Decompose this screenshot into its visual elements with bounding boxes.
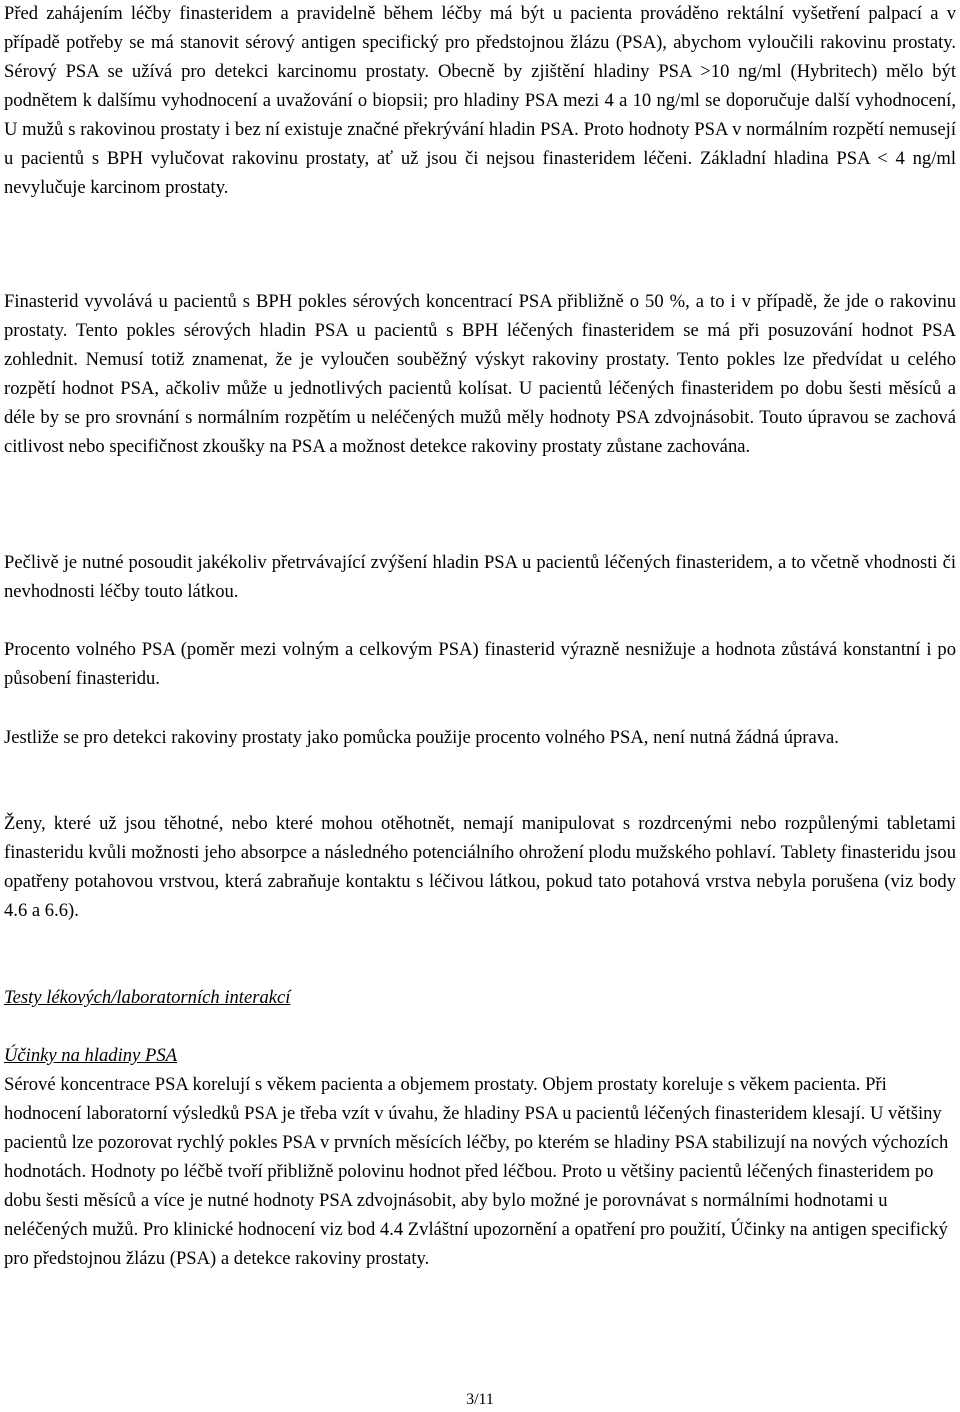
paragraph-psa-screening: Před zahájením léčby finasteridem a pravidelně během léčby má být u pacienta prováděno rektální vyšetření palpací a v případě potřeby se má stanovit sérový antigen specifický pro předstojnou žlázu (PSA), abychom vyloučili rakovinu prostaty. Sérový PSA se užívá pro detekci karcinomu prostaty. Obecně by zjištění hladiny PSA >10 ng/ml (Hybritech) mělo být podnětem k dalšímu vyhodnocení a uvažování o biopsii; pro hladiny PSA mezi 4 a 10 ng/ml se doporučuje další vyhodnocení, U mužů s rakovinou prostaty i bez ní existuje značné překrývání hladin PSA. Proto hodnoty PSA v normálním rozpětí nemusejí u pacientů s BPH vylučovat rakovinu prostaty, ať už jsou či nejsou finasteridem léčeni. Základní hladina PSA < 4 ng/ml nevylučuje karcinom prostaty. <box>4 3 956 198</box>
paragraph-psa-effects: Sérové koncentrace PSA korelují s věkem pacienta a objemem prostaty. Objem prostaty koreluje s věkem pacienta. Při hodnocení laboratorní výsledků PSA je třeba vzít v úvahu, že hladiny PSA u pacientů léčených finasteridem klesají. U většiny pacientů lze pozorovat rychlý pokles PSA v prvních měsících léčby, po kterém se hladiny PSA stabilizují na nových výchozích hodnotách. Hodnoty po léčbě tvoří přibližně polovinu hodnot před léčbou. Proto u většiny pacientů léčených finasteridem po dobu šesti měsíců a více je nutné hodnoty PSA zdvojnásobit, aby bylo možné je porovnávat s normálními hodnotami u neléčených mužů. Pro klinické hodnocení viz bod 4.4 Zvláštní upozornění a opatření pro použití, Účinky na antigen specifický pro předstojnou žlázu (PSA) a detekce rakoviny prostaty. <box>4 1074 949 1269</box>
page-number: 3/11 <box>466 1391 494 1408</box>
heading-psa-effects: Účinky na hladiny PSA <box>4 1045 177 1066</box>
heading-interactions: Testy lékových/laboratorních interakcí <box>4 987 291 1008</box>
paragraph-pregnant-women: Ženy, které už jsou těhotné, nebo které mohou otěhotnět, nemají manipulovat s rozdrcenými nebo rozpůlenými tabletami finasteridu kvůli možnosti jeho absorpce a následného potenciálního ohrožení plodu mužského pohlaví. Tablety finasteridu jsou opatřeny potahovou vrstvou, která zabraňuje kontaktu s léčivou látkou, pokud tato potahová vrstva nebyla porušena (viz body 4.6 a 6.6). <box>4 813 956 921</box>
paragraph-psa-decrease: Finasterid vyvolává u pacientů s BPH pokles sérových koncentrací PSA přibližně o 50 %, a to i v případě, že jde o rakovinu prostaty. Tento pokles sérových hladin PSA u pacientů s BPH léčených finasteridem se má při posuzování hodnot PSA zohlednit. Nemusí totiž znamenat, že je vyloučen souběžný výskyt rakoviny prostaty. Tento pokles lze předvídat u celého rozpětí hodnot PSA, ačkoliv může u jednotlivých pacientů kolísat. U pacientů léčených finasteridem po dobu šesti měsíců a déle by se pro srovnání s normálním rozpětím u neléčených mužů měly hodnoty PSA zdvojnásobit. Touto úpravou se zachová citlivost nebo specifičnost zkoušky na PSA a možnost detekce rakoviny prostaty zůstane zachována. <box>4 291 956 457</box>
paragraph-persistent-increase: Pečlivě je nutné posoudit jakékoliv přetrvávající zvýšení hladin PSA u pacientů léčených finasteridem, a to včetně vhodnosti či nevhodnosti léčby touto látkou. <box>4 552 956 602</box>
paragraph-free-psa-detection: Jestliže se pro detekci rakoviny prostaty jako pomůcka použije procento volného PSA, není nutná žádná úprava. <box>4 727 839 748</box>
paragraph-free-psa: Procento volného PSA (poměr mezi volným a celkovým PSA) finasterid výrazně nesnižuje a hodnota zůstává konstantní i po působení finasteridu. <box>4 639 956 689</box>
